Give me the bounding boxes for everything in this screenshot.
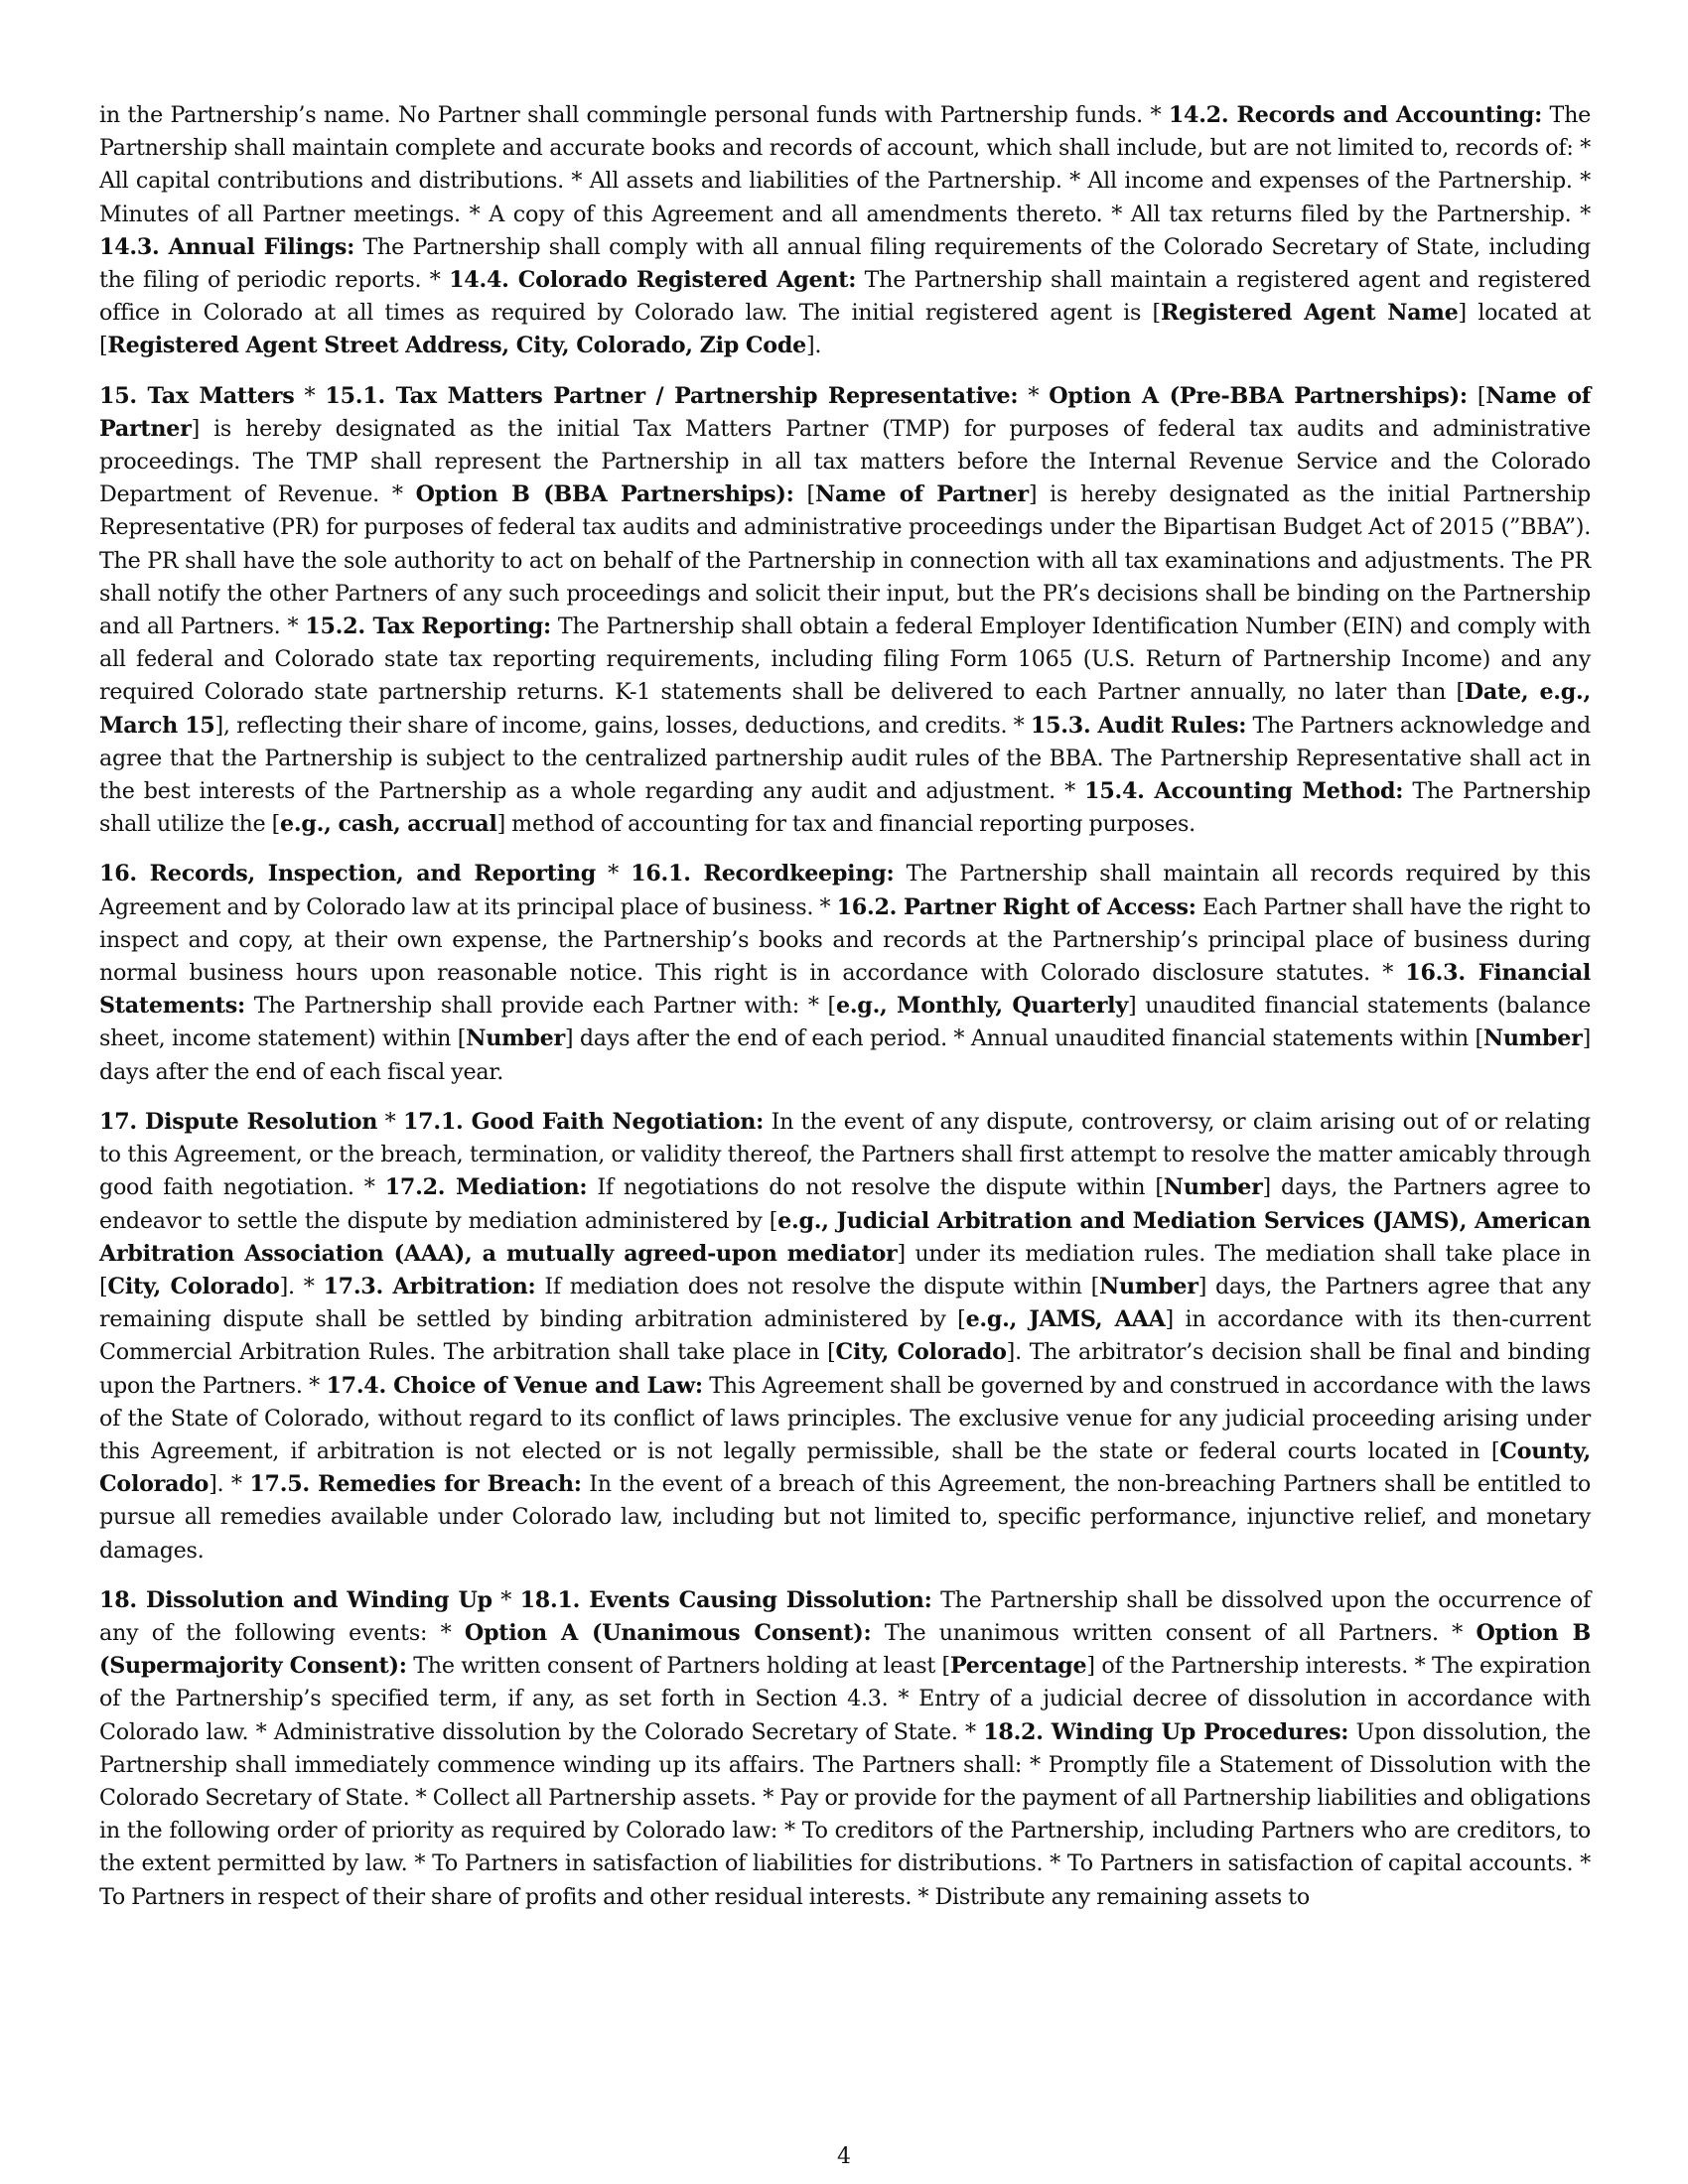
text-run: The Partnership shall maintain complete and accurate books and records of account, which shall include, but are not limited to, records of: * All capital contributions and distributions. * All assets and liabilities of the Partnership. * All income and expenses of the Partnership. * Minutes of all Partner meetings. * A copy of this Agreement and all amendments thereto. * All tax returns filed by the Partnership. *: [99, 102, 1591, 227]
bold-text-run: 17. Dispute Resolution: [99, 1108, 378, 1135]
bold-text-run: Option A (Unanimous Consent):: [464, 1619, 872, 1646]
text-run: The Partnership shall obtain a federal Employer Identification Number (EIN) and comply with all federal and Colorado state tax reporting requirements, including filing Form 1065 (U.S. Return of Partnership Income) and any required Colorado state partnership returns. K-1 statements shall be delivered to each Partner annually, no later than [: [99, 614, 1591, 706]
text-run: ] under its mediation rules. The mediation shall take place in [: [99, 1240, 1591, 1299]
text-run: ] method of accounting for tax and financial reporting purposes.: [496, 811, 1196, 838]
bold-text-run: 14.3. Annual Filings:: [99, 233, 355, 260]
bold-text-run: 17.2. Mediation:: [384, 1174, 588, 1201]
bold-text-run: Registered Agent Name: [1160, 300, 1459, 327]
text-run: ] unaudited financial statements (balance sheet, income statement) within [: [99, 993, 1591, 1052]
text-run: *: [492, 1586, 520, 1613]
bold-text-run: Option B (BBA Partnerships):: [415, 481, 794, 508]
text-run: ] days after the end of each fiscal year.: [99, 1025, 1591, 1085]
bold-text-run: 16.2. Partner Right of Access:: [836, 893, 1196, 920]
bold-text-run: Date, e.g., March 15: [99, 679, 1591, 739]
text-run: The Partnership shall comply with all annual filing requirements of the Colorado Secretary of State, including the filing of periodic reports. *: [99, 233, 1591, 294]
bold-text-run: City, Colorado: [107, 1273, 280, 1299]
bold-text-run: 15.1. Tax Matters Partner / Partnership Representative:: [325, 382, 1019, 409]
bold-text-run: 14.4. Colorado Registered Agent:: [449, 267, 857, 294]
text-run: ] days, the Partners agree that any remaining dispute shall be settled by binding arbitration administered by [: [99, 1273, 1591, 1333]
text-run: *: [596, 861, 632, 887]
text-run: ] days after the end of each period. * Annual unaudited financial statements within [: [564, 1025, 1483, 1052]
bold-text-run: 14.2. Records and Accounting:: [1168, 102, 1543, 128]
bold-text-run: 18.2. Winding Up Procedures:: [983, 1718, 1349, 1745]
text-run: ] located at [: [99, 300, 1591, 359]
text-run: ], reflecting their share of income, gains, losses, deductions, and credits. *: [214, 712, 1031, 739]
bold-text-run: 17.3. Arbitration:: [323, 1273, 536, 1299]
bold-text-run: 17.5. Remedies for Breach:: [249, 1471, 582, 1498]
section-17-dispute-resolution: [99, 1106, 1591, 1568]
text-run: If negotiations do not resolve the dispute within [: [587, 1174, 1164, 1201]
text-run: ] of the Partnership interests. * The expiration of the Partnership’s specified term, if any, as set forth in Section 4.3. * Entry of a judicial decree of dissolution in accordance with Colorado law. * Administrative dissolution by the Colorado Secretary of State. *: [99, 1653, 1591, 1745]
text-run: The Partnership shall utilize the [: [99, 778, 1591, 838]
bold-text-run: Name of Partner: [99, 382, 1592, 442]
section-15-tax-matters: [99, 380, 1591, 842]
text-run: The written consent of Partners holding at least [: [406, 1653, 950, 1680]
text-run: ] is hereby designated as the initial Tax Matters Partner (TMP) for purposes of federal tax audits and administrative proceedings. The TMP shall represent the Partnership in all tax matters before the Internal Revenue Service and the Colorado Department of Revenue. *: [99, 415, 1591, 508]
bold-text-run: 16. Records, Inspection, and Reporting: [99, 861, 597, 887]
bold-text-run: 16.1. Recordkeeping:: [631, 861, 895, 887]
bold-text-run: 15.2. Tax Reporting:: [305, 614, 551, 640]
bold-text-run: 18. Dissolution and Winding Up: [99, 1586, 492, 1613]
text-run: The Partnership shall maintain all records required by this Agreement and by Colorado law at its principal place of business. *: [99, 861, 1592, 920]
text-run: *: [1018, 382, 1050, 409]
bold-text-run: 17.1. Good Faith Negotiation:: [402, 1108, 765, 1135]
text-run: The Partners acknowledge and agree that the Partnership is subject to the centralized partnership audit rules of the BBA. The Partnership Representative shall act in the best interests of the Partnership as a whole regarding any audit and adjustment. *: [99, 712, 1591, 805]
text-run: The unanimous written consent of all Partners. *: [871, 1619, 1477, 1646]
bold-text-run: e.g., Judicial Arbitration and Mediation Services (JAMS), American Arbitration Association (AAA), a mutually agreed-upon mediator: [99, 1207, 1591, 1267]
text-run: *: [377, 1108, 403, 1135]
bold-text-run: e.g., Monthly, Quarterly: [835, 993, 1128, 1020]
text-run: If mediation does not resolve the dispute within [: [535, 1273, 1100, 1299]
text-run: In the event of any dispute, controversy, or claim arising out of or relating to this Agreement, or the breach, termination, or validity thereof, the Partners shall first attempt to resolve the matter amicably through good faith negotiation. *: [99, 1108, 1591, 1201]
bold-text-run: County, Colorado: [99, 1437, 1591, 1498]
text-run: [: [1467, 382, 1486, 409]
bold-text-run: Number: [1482, 1025, 1583, 1052]
section-16-records-inspection-reporting: [99, 858, 1591, 1088]
bold-text-run: 15.4. Accounting Method:: [1084, 778, 1404, 805]
text-run: ] in accordance with its then-current Commercial Arbitration Rules. The arbitration shall take place in [: [99, 1306, 1591, 1366]
text-run: ]. *: [209, 1471, 250, 1498]
text-run: The Partnership shall be dissolved upon the occurrence of any of the following events: *: [99, 1586, 1592, 1646]
text-run: ].: [805, 333, 822, 359]
document-page: [99, 99, 1591, 1931]
text-run: [: [793, 481, 815, 508]
bold-text-run: 15.3. Audit Rules:: [1030, 712, 1247, 739]
text-run: In the event of a breach of this Agreement, the non-breaching Partners shall be entitled to pursue all remedies available under Colorado law, including but not limited to, specific performance, injunctive relief, and monetary damages.: [99, 1471, 1591, 1564]
text-run: *: [294, 382, 326, 409]
bold-text-run: Option B (Supermajority Consent):: [99, 1619, 1591, 1680]
text-run: This Agreement shall be governed by and construed in accordance with the laws of the State of Colorado, without regard to its conflict of laws principles. The exclusive venue for any judicial proceeding arising under this Agreement, if arbitration is not elected or is not legally permissible, shall be the state or federal courts located in [: [99, 1372, 1591, 1464]
bold-text-run: Number: [1099, 1273, 1198, 1299]
bold-text-run: e.g., JAMS, AAA: [965, 1306, 1166, 1333]
text-run: ]. *: [279, 1273, 324, 1299]
bold-text-run: 15. Tax Matters: [99, 382, 295, 409]
text-run: ] is hereby designated as the initial Partnership Representative (PR) for purposes of federal tax audits and administrative proceedings under the Bipartisan Budget Act of 2015 (”BBA”). The PR shall have the sole authority to act on behalf of the Partnership in connection with all tax examinations and adjustments. The PR shall notify the other Partners of any such proceedings and solicit their input, but the PR’s decisions shall be binding on the Partnership and all Partners. *: [99, 481, 1591, 640]
text-run: Upon dissolution, the Partnership shall immediately commence winding up its affairs. The Partners shall: * Promptly file a Statement of Dissolution with the Colorado Secretary of State. * Collect all Partnership assets. * Pay or provide for the payment of all Partnership liabilities and obligations in the following order of priority as required by Colorado law: * To creditors of the Partnership, including Partners who are creditors, to the extent permitted by law. * To Partners in satisfaction of liabilities for distributions. * To Partners in satisfaction of capital accounts. * To Partners in respect of their share of profits and other residual interests. * Distribute any remaining assets to: [99, 1718, 1591, 1910]
bold-text-run: Option A (Pre-BBA Partnerships):: [1049, 382, 1468, 409]
text-run: ] days, the Partners agree to endeavor to settle the dispute by mediation administered by [: [99, 1174, 1591, 1234]
bold-text-run: e.g., cash, accrual: [280, 811, 497, 838]
bold-text-run: City, Colorado: [835, 1339, 1007, 1366]
text-run: The Partnership shall provide each Partner with: * [: [244, 993, 836, 1020]
section-14-continuation: [99, 99, 1591, 363]
section-18-dissolution-winding-up: [99, 1584, 1591, 1914]
bold-text-run: Number: [1163, 1174, 1263, 1201]
bold-text-run: Number: [466, 1025, 565, 1052]
text-run: ]. The arbitrator’s decision shall be final and binding upon the Partners. *: [99, 1339, 1591, 1399]
bold-text-run: Percentage: [949, 1653, 1087, 1680]
page-number: 4: [837, 2144, 851, 2169]
text-run: The Partnership shall maintain a registered agent and registered office in Colorado at all times as required by Colorado law. The initial registered agent is [: [99, 267, 1591, 327]
bold-text-run: 16.3. Financial Statements:: [99, 960, 1592, 1020]
text-run: in the Partnership’s name. No Partner shall commingle personal funds with Partnership funds. *: [99, 102, 1169, 128]
bold-text-run: Name of Partner: [814, 481, 1029, 508]
text-run: Each Partner shall have the right to inspect and copy, at their own expense, the Partnership’s books and records at the Partnership’s principal place of business during normal business hours upon reasonable notice. This right is in accordance with Colorado disclosure statutes. *: [99, 893, 1591, 987]
bold-text-run: Registered Agent Street Address, City, Colorado, Zip Code: [107, 333, 806, 359]
bold-text-run: 17.4. Choice of Venue and Law:: [326, 1372, 703, 1399]
bold-text-run: 18.1. Events Causing Dissolution:: [519, 1586, 932, 1613]
